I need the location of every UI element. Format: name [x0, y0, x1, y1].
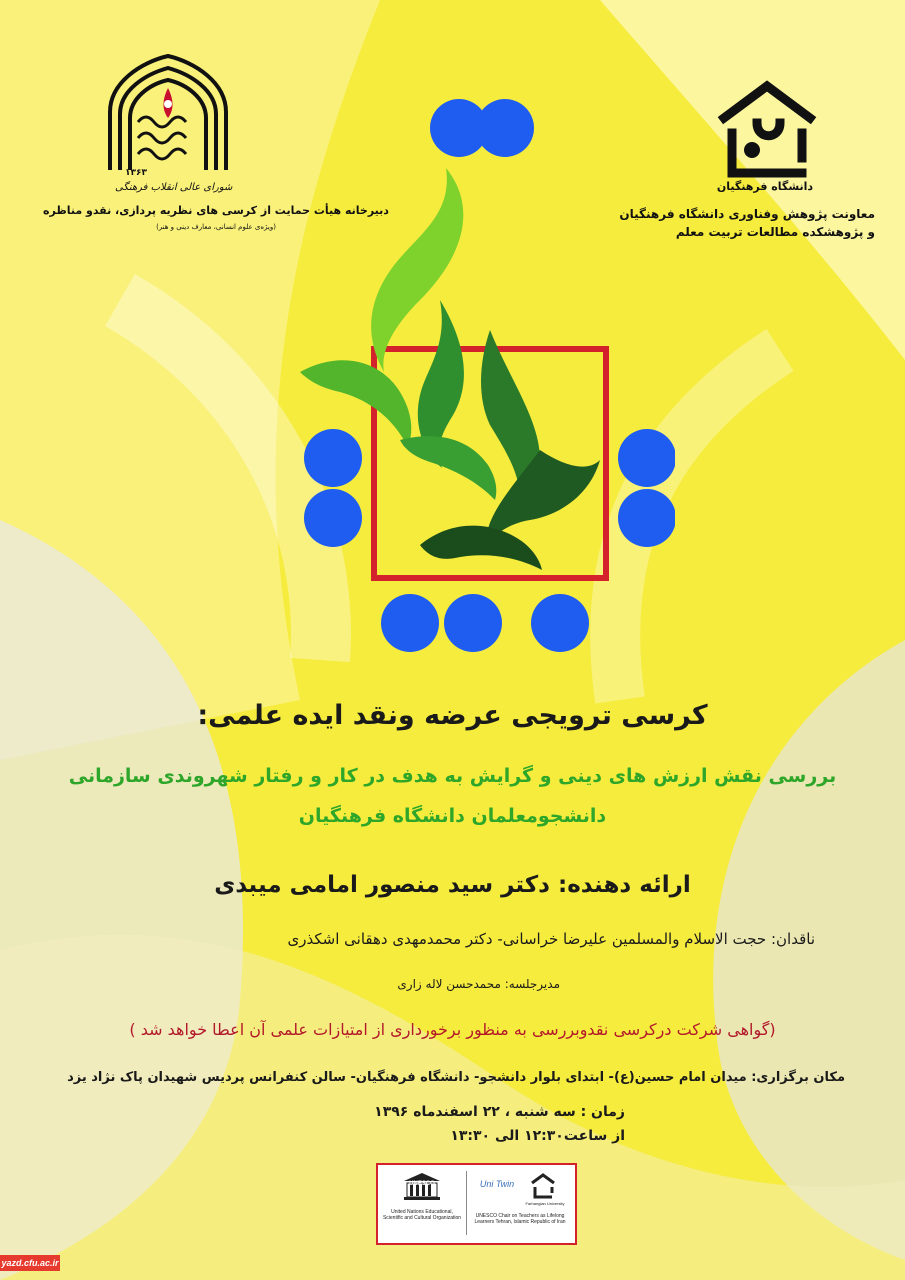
emblem-dot	[531, 594, 589, 652]
emblem-dot	[381, 594, 439, 652]
emblem-dot	[618, 489, 675, 547]
event-time: از ساعت۱۲:۳۰ الی ۱۳:۳۰	[450, 1128, 625, 1144]
seal-year: ۱۳۶۳	[125, 168, 147, 178]
header-right-line1: معاونت پژوهش وفناوری دانشگاه فرهنگیان	[619, 207, 875, 221]
emblem-leaf	[420, 526, 542, 570]
university-logo-text: دانشگاه فرهنگیان	[716, 180, 814, 193]
unitwin-caption: UNESCO Chair on Teachers as Lifelong Learners Tehran, Islamic Republic of Iran	[474, 1213, 566, 1225]
emblem-dot	[476, 99, 534, 157]
emblem-leaf	[400, 436, 496, 500]
central-emblem	[295, 95, 675, 675]
cultural-council-seal	[102, 52, 234, 182]
unitwin-label: Uni Twin	[479, 1179, 515, 1189]
footer-divider	[466, 1171, 467, 1235]
unesco-label: UNESCO	[409, 1181, 435, 1187]
event-subtitle-line2: دانشجومعلمان دانشگاه فرهنگیان	[298, 805, 607, 827]
presenter: ارائه دهنده: دکتر سید منصور امامی میبدی	[214, 872, 691, 898]
header-right-line2: و پژوهشکده مطالعات تربیت معلم	[675, 225, 875, 239]
farhangian-caption: Farhangian University	[525, 1201, 565, 1206]
unesco-caption: United Nations Educational, Scientific and Cultural Organization	[382, 1209, 462, 1221]
website-badge[interactable]: yazd.cfu.ac.ir	[0, 1255, 60, 1271]
farhangian-small-logo	[528, 1171, 558, 1201]
event-title: کرسی ترویجی عرضه ونقد ایده علمی:	[197, 700, 708, 731]
seal-caption: شورای عالی انقلاب فرهنگی	[115, 182, 233, 193]
event-subtitle-line1: بررسی نقش ارزش های دینی و گرایش به هدف در کار و رفتار شهروندی سازمانی	[68, 765, 837, 787]
header-left-line2: (ویژه‌ی علوم انسانی، معارف دینی و هنر)	[156, 223, 276, 231]
certificate-note: (گواهی شرکت درکرسی نقدوبررسی به منظور برخورداری از امتیازات علمی آن اعطا خواهد شد )	[129, 1020, 776, 1039]
header-left-line1: دبیرخانه هیأت حمایت از کرسی های نظریه پردازی، نقدو مناظره	[43, 204, 389, 217]
event-date: زمان : سه شنبه ، ۲۲ اسفندماه ۱۳۹۶	[374, 1104, 625, 1120]
critics: ناقدان: حجت الاسلام والمسلمین علیرضا خراسانی- دکتر محمدمهدی دهقانی اشکذری	[287, 930, 815, 948]
venue: مکان برگزاری: میدان امام حسین(ع)- ابتدای بلوار دانشجو- دانشگاه فرهنگیان- سالن کنفرانس پردیس شهیدان پاک نژاد یزد	[67, 1070, 845, 1085]
emblem-dot	[304, 489, 362, 547]
footer-logos-box	[376, 1163, 577, 1245]
moderator: مدیرجلسه: محمدحسن لاله زاری	[397, 977, 560, 991]
emblem-dot	[304, 429, 362, 487]
emblem-dot	[618, 429, 675, 487]
emblem-dot	[444, 594, 502, 652]
